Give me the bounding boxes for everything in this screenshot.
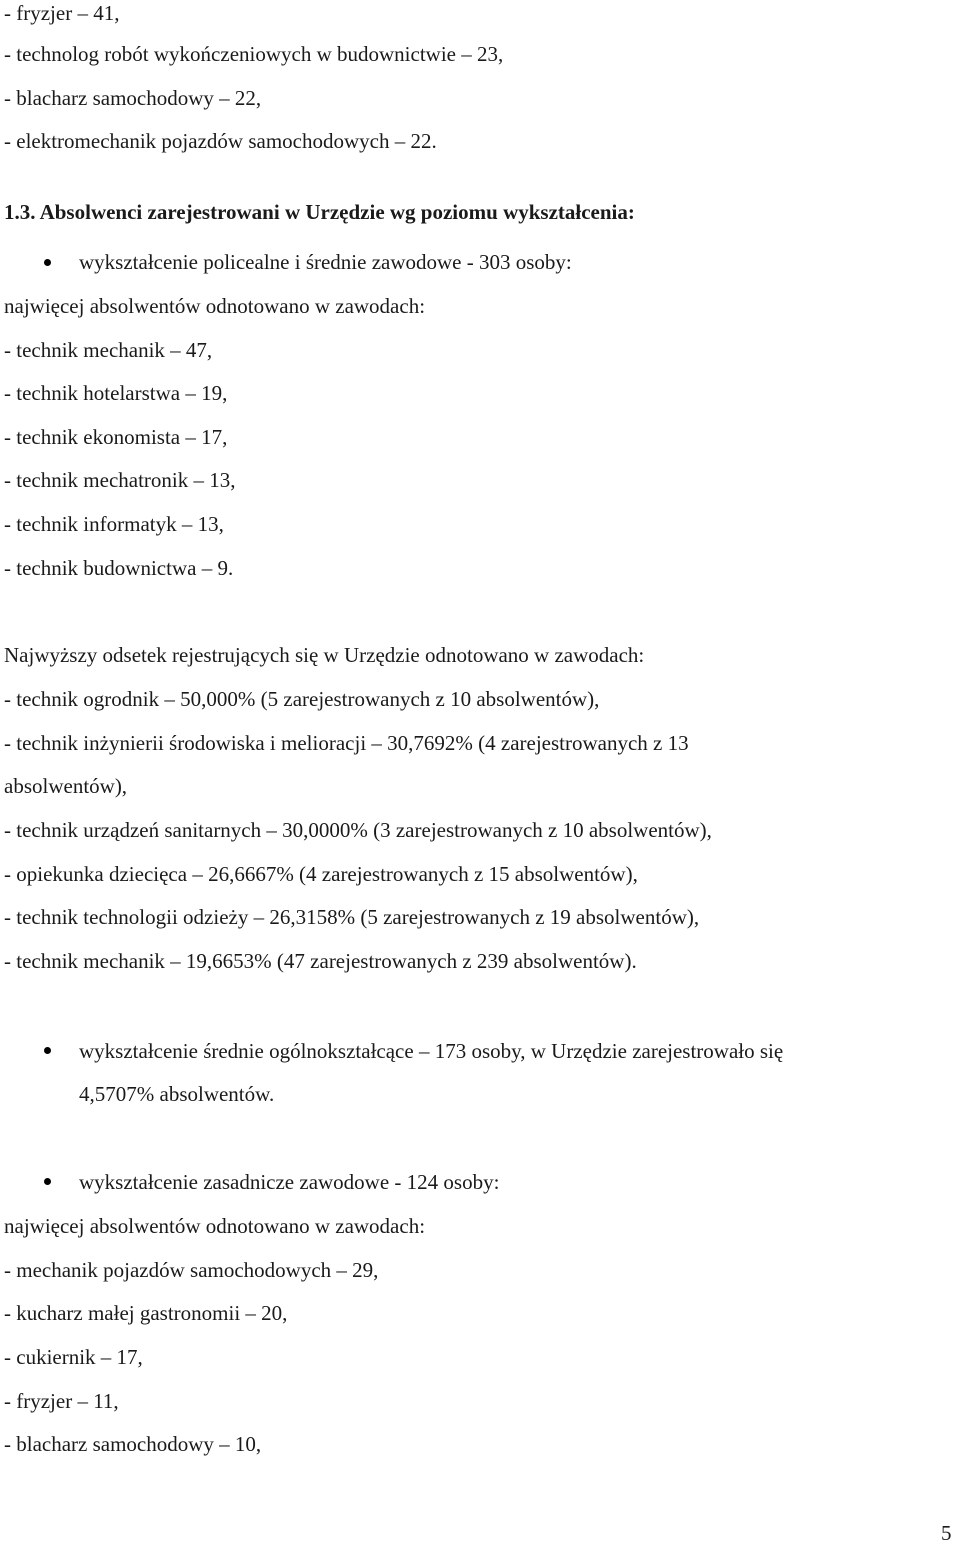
list-item: - technik ogrodnik – 50,000% (5 zarejestrowanych z 10 absolwentów), bbox=[4, 687, 600, 711]
list-item: - technik urządzeń sanitarnych – 30,0000% (3 zarejestrowanych z 10 absolwentów), bbox=[4, 818, 712, 842]
list-item-continuation: absolwentów), bbox=[4, 774, 128, 798]
bullet-icon bbox=[44, 1178, 51, 1185]
list-item: - blacharz samochodowy – 22, bbox=[4, 86, 262, 110]
paragraph-intro: Najwyższy odsetek rejestrujących się w Urzędzie odnotowano w zawodach: bbox=[4, 643, 645, 667]
list-item: - technik hotelarstwa – 19, bbox=[4, 381, 228, 405]
list-item: - elektromechanik pojazdów samochodowych – 22. bbox=[4, 129, 437, 153]
list-item: - technolog robót wykończeniowych w budownictwie – 23, bbox=[4, 42, 504, 66]
list-item: - technik informatyk – 13, bbox=[4, 512, 224, 536]
paragraph-intro: najwięcej absolwentów odnotowano w zawodach: bbox=[4, 294, 426, 318]
paragraph-intro: najwięcej absolwentów odnotowano w zawodach: bbox=[4, 1214, 426, 1238]
bullet-text-continuation: 4,5707% absolwentów. bbox=[79, 1082, 275, 1106]
list-item: - technik mechanik – 47, bbox=[4, 338, 213, 362]
list-item: - technik technologii odzieży – 26,3158% (5 zarejestrowanych z 19 absolwentów), bbox=[4, 905, 700, 929]
list-item: - technik mechanik – 19,6653% (47 zarejestrowanych z 239 absolwentów). bbox=[4, 949, 637, 973]
bullet-text: wykształcenie zasadnicze zawodowe - 124 osoby: bbox=[79, 1170, 500, 1194]
list-item: - blacharz samochodowy – 10, bbox=[4, 1432, 262, 1456]
bullet-icon bbox=[44, 1047, 51, 1054]
list-item: - kucharz małej gastronomii – 20, bbox=[4, 1301, 288, 1325]
page-number: 5 bbox=[941, 1521, 952, 1545]
list-item: - fryzjer – 11, bbox=[4, 1389, 119, 1413]
bullet-text: wykształcenie policealne i średnie zawodowe - 303 osoby: bbox=[79, 250, 572, 274]
list-item: - technik budownictwa – 9. bbox=[4, 556, 234, 580]
list-item: - technik inżynierii środowiska i melioracji – 30,7692% (4 zarejestrowanych z 13 bbox=[4, 731, 689, 755]
list-item: - technik mechatronik – 13, bbox=[4, 468, 236, 492]
bullet-text: wykształcenie średnie ogólnokształcące – 173 osoby, w Urzędzie zarejestrowało się bbox=[79, 1039, 784, 1063]
bullet-icon bbox=[44, 259, 51, 266]
list-item: - fryzjer – 41, bbox=[4, 1, 120, 25]
list-item: - opiekunka dziecięca – 26,6667% (4 zarejestrowanych z 15 absolwentów), bbox=[4, 862, 638, 886]
list-item: - cukiernik – 17, bbox=[4, 1345, 143, 1369]
list-item: - technik ekonomista – 17, bbox=[4, 425, 228, 449]
section-heading: 1.3. Absolwenci zarejestrowani w Urzędzie wg poziomu wykształcenia: bbox=[4, 200, 635, 224]
list-item: - mechanik pojazdów samochodowych – 29, bbox=[4, 1258, 379, 1282]
